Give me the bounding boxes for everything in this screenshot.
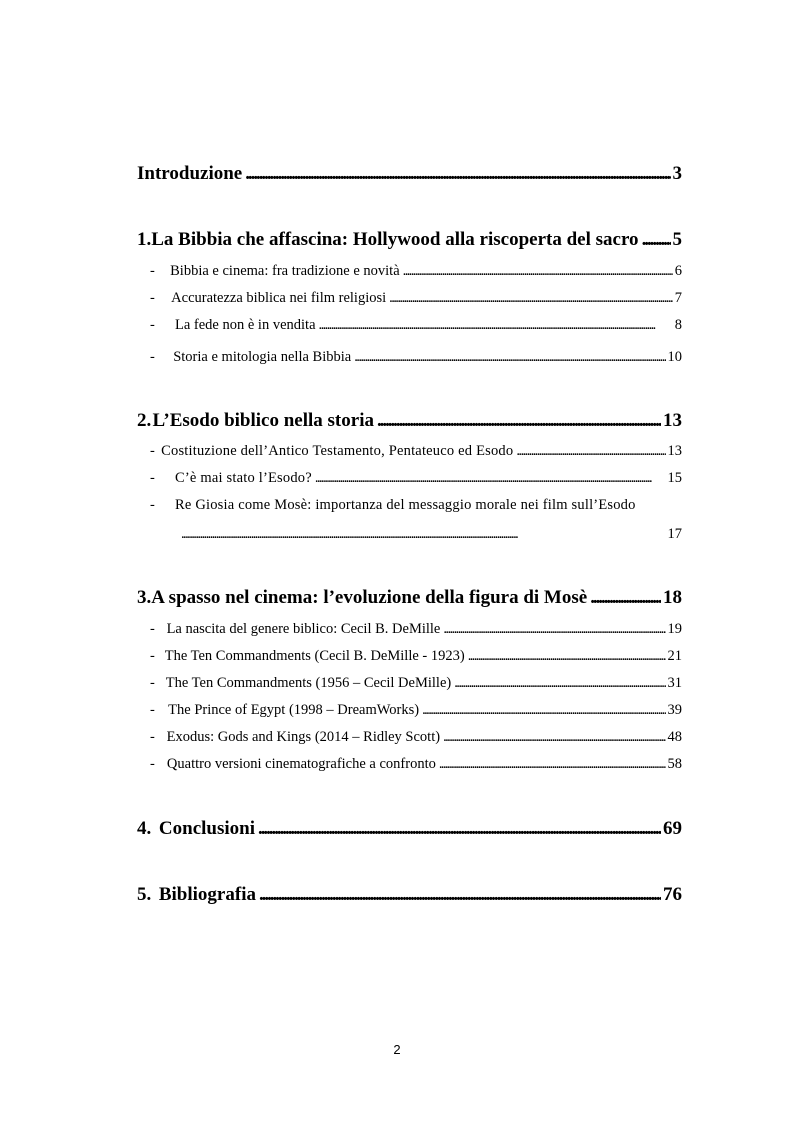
toc-chapter-4[interactable] — [137, 818, 682, 840]
chapter-page: 5 — [672, 229, 682, 250]
subsection-page: 10 — [667, 349, 682, 365]
bullet-dash: - — [150, 497, 155, 513]
subsection-title: Accuratezza biblica nei film religiosi — [171, 290, 387, 306]
bullet-dash: - — [150, 702, 155, 718]
dot-leader — [245, 163, 670, 185]
toc-subsection[interactable] — [137, 317, 682, 334]
dot-leader — [443, 621, 665, 638]
toc-subsection[interactable] — [137, 621, 682, 638]
dot-leader — [468, 648, 666, 665]
toc-subsection[interactable] — [137, 648, 682, 665]
chapter-page: 13 — [663, 410, 682, 431]
bullet-dash: - — [150, 263, 155, 279]
subsection-title: The Prince of Egypt (1998 – DreamWorks) — [168, 702, 420, 718]
bullet-dash: - — [150, 349, 155, 365]
subsection-title: C’è mai stato l’Esodo? — [175, 470, 312, 486]
bullet-dash: - — [150, 470, 155, 486]
bullet-dash: - — [150, 756, 155, 772]
chapter-number: 2. — [137, 410, 152, 431]
subsection-page: 17 — [667, 526, 682, 542]
dot-leader — [454, 675, 665, 692]
subsection-title: Quattro versioni cinematografiche a confronto — [166, 756, 436, 772]
bullet-dash: - — [150, 290, 155, 306]
subsection-title: The Ten Commandments (Cecil B. DeMille - 1923) — [164, 648, 465, 664]
toc-subsection[interactable] — [137, 756, 682, 773]
toc-subsection-continuation[interactable] — [137, 526, 682, 543]
subsection-page: 58 — [667, 756, 682, 772]
chapter-title: A spasso nel cinema: l’evoluzione della figura di Mosè — [151, 587, 588, 608]
bullet-dash: - — [150, 648, 155, 664]
subsection-title: The Ten Commandments (1956 – Cecil DeMille) — [165, 675, 452, 691]
subsection-page: 8 — [674, 317, 682, 333]
subsection-page: 6 — [674, 263, 682, 279]
chapter-title: Conclusioni — [158, 818, 255, 839]
bullet-dash: - — [150, 729, 155, 745]
subsection-page: 21 — [667, 648, 682, 664]
subsection-title: La fede non è in vendita — [175, 317, 316, 333]
subsection-page: 19 — [667, 621, 682, 637]
toc-entry-introduction[interactable] — [137, 163, 682, 185]
dot-leader — [258, 818, 661, 840]
chapter-number: 3. — [137, 587, 152, 608]
subsection-page: 13 — [667, 443, 682, 459]
chapter-number: 5. — [137, 884, 152, 905]
toc-subsection[interactable] — [137, 290, 682, 307]
subsection-title: Costituzione dell’Antico Testamento, Pentateuco ed Esodo — [161, 443, 514, 459]
dot-leader — [319, 317, 673, 334]
subsection-page: 15 — [667, 470, 682, 486]
toc-entry-page: 3 — [672, 163, 682, 184]
chapter-page: 76 — [663, 884, 682, 905]
dot-leader — [642, 229, 671, 251]
dot-leader — [377, 410, 661, 432]
subsection-page: 48 — [667, 729, 682, 745]
subsection-page: 7 — [674, 290, 682, 306]
subsection-title: La nascita del genere biblico: Cecil B. DeMille — [166, 621, 441, 637]
toc-subsection[interactable] — [137, 675, 682, 692]
chapter-title: La Bibbia che affascina: Hollywood alla riscoperta del sacro — [151, 229, 639, 250]
toc-subsection[interactable] — [137, 729, 682, 746]
subsection-page: 31 — [667, 675, 682, 691]
dot-leader — [590, 587, 661, 609]
bullet-dash: - — [150, 675, 155, 691]
subsection-title: Bibbia e cinema: fra tradizione e novità — [170, 263, 400, 279]
toc-chapter-5[interactable] — [137, 884, 682, 906]
bullet-dash: - — [150, 621, 155, 637]
toc-subsection[interactable] — [137, 443, 682, 460]
toc-entry-title: Introduzione — [137, 163, 243, 184]
chapter-number: 1. — [137, 229, 152, 250]
toc-chapter-2[interactable] — [137, 410, 682, 432]
page-number: 2 — [393, 1042, 401, 1057]
chapter-title: Bibliografia — [158, 884, 256, 905]
chapter-number: 4. — [137, 818, 152, 839]
toc-subsection[interactable] — [137, 263, 682, 280]
dot-leader — [422, 702, 665, 719]
bullet-dash: - — [150, 443, 155, 459]
dot-leader — [315, 470, 666, 487]
chapter-page: 69 — [663, 818, 682, 839]
dot-leader — [443, 729, 665, 746]
subsection-title: Exodus: Gods and Kings (2014 – Ridley Scott) — [166, 729, 441, 745]
dot-leader — [181, 526, 666, 543]
toc-subsection[interactable] — [137, 470, 682, 487]
dot-leader — [403, 263, 673, 280]
subsection-title: Re Giosia come Mosè: importanza del messaggio morale nei film sull’Esodo — [175, 497, 636, 513]
toc-subsection[interactable] — [137, 349, 682, 366]
dot-leader — [516, 443, 665, 460]
toc-chapter-3[interactable] — [137, 587, 682, 609]
dot-leader — [259, 884, 661, 906]
dot-leader — [389, 290, 673, 307]
toc-subsection[interactable] — [137, 702, 682, 719]
dot-leader — [354, 349, 665, 366]
chapter-page: 18 — [663, 587, 682, 608]
dot-leader — [439, 756, 666, 773]
subsection-page: 39 — [667, 702, 682, 718]
subsection-title: Storia e mitologia nella Bibbia — [173, 349, 352, 365]
bullet-dash: - — [150, 317, 155, 333]
chapter-title: L’Esodo biblico nella storia — [152, 410, 374, 431]
toc-subsection[interactable] — [137, 497, 682, 514]
toc-chapter-1[interactable] — [137, 229, 682, 251]
